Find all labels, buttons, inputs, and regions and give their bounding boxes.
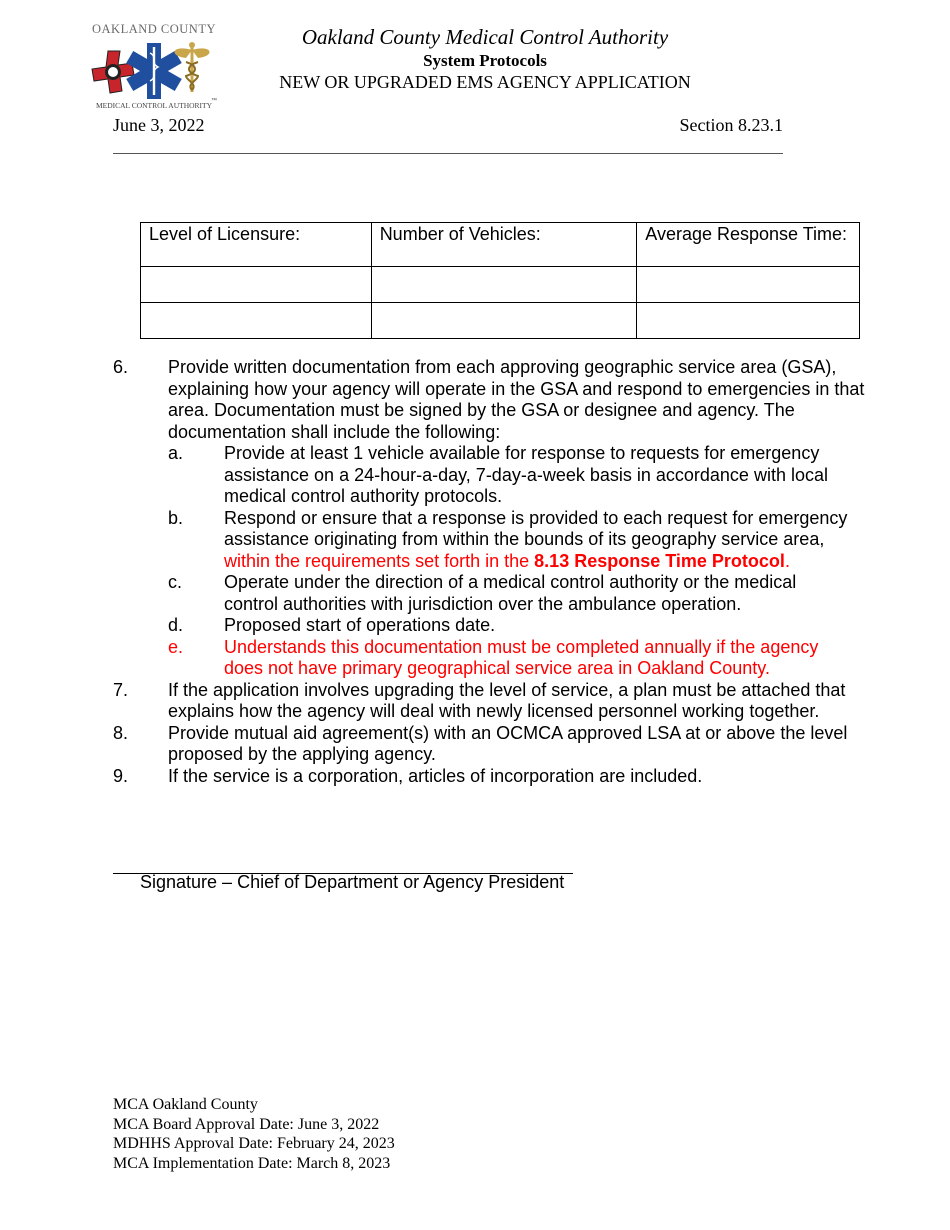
table-cell[interactable] [141, 303, 372, 339]
sub-item-text: Operate under the direction of a medical control authority or the medical control authorities with jurisdiction over the ambulance operation. [224, 572, 797, 614]
table-header-licensure: Level of Licensure: [141, 223, 372, 267]
table-cell[interactable] [141, 267, 372, 303]
list-item-7 [0, 680, 868, 723]
header-date: June 3, 2022 [113, 115, 205, 135]
list-item-text: If the application involves upgrading the level of service, a plan must be attached that explains how the agency will deal with newly licensed personnel working together. [168, 679, 846, 721]
footer-org: MCA Oakland County [113, 1096, 258, 1113]
sub-item-c [0, 572, 854, 615]
list-item-9 [0, 766, 868, 788]
sub-item-revision-text: within the requirements set forth in the [224, 550, 535, 571]
licensure-table [140, 222, 860, 339]
list-item-text: If the service is a corporation, articles of incorporation are included. [168, 765, 703, 786]
header-rule [113, 153, 783, 154]
table-row [141, 303, 860, 339]
sub-letter: a. [168, 443, 184, 463]
signature-label: Signature – Chief of Department or Agency President [140, 872, 565, 892]
table-header-row [141, 223, 860, 267]
table-header-response-time: Average Response Time: [637, 223, 860, 267]
document-title: NEW OR UPGRADED EMS AGENCY APPLICATION [279, 72, 691, 92]
list-number: 8. [113, 722, 129, 743]
table-cell[interactable] [371, 303, 637, 339]
footer-board-approval: MCA Board Approval Date: June 3, 2022 [113, 1115, 380, 1133]
fire-cross-icon [92, 51, 134, 93]
list-number: 7. [113, 679, 129, 700]
sub-letter: b. [168, 507, 184, 528]
table-row [141, 267, 860, 303]
list-item-text: Provide mutual aid agreement(s) with an OCMCA approved LSA at or above the level proposed by the applying agency. [168, 722, 848, 764]
table-cell[interactable] [637, 303, 860, 339]
list-item-text: Provide written documentation from each approving geographic service area (GSA), explaining how your agency will operate in the GSA and respond to emergencies in that area. Documentation must be signed by the GSA or designee and agency. The documentation shall include the following: [168, 357, 865, 442]
footer-mdhhs-approval: MDHHS Approval Date: February 24, 2023 [113, 1135, 395, 1153]
sub-item-b [0, 508, 854, 573]
sub-item-d [0, 615, 854, 637]
table-cell[interactable] [371, 267, 637, 303]
requirements-list [0, 357, 950, 787]
logo-bottom-text: MEDICAL CONTROL AUTHORITY [95, 101, 213, 110]
section-number: Section 8.23.1 [679, 115, 783, 135]
table-header-vehicles: Number of Vehicles: [371, 223, 637, 267]
logo-top-text: OAKLAND COUNTY [91, 22, 217, 36]
sub-item-text: Understands this documentation must be completed annually if the agency does not have primary geographical service area in Oakland County. [224, 636, 819, 678]
list-number: 9. [113, 765, 129, 786]
list-item-8 [0, 723, 868, 766]
sub-item-text: Proposed start of operations date. [224, 615, 496, 635]
sub-letter: d. [168, 615, 184, 635]
footer [113, 1095, 395, 1173]
sub-item-e [0, 637, 854, 680]
table-cell[interactable] [637, 267, 860, 303]
logo-tm: ™ [211, 98, 217, 104]
system-protocols-label: System Protocols [423, 51, 547, 70]
list-item-6 [0, 357, 868, 443]
org-title: Oakland County Medical Control Authority [301, 25, 669, 49]
sub-letter: c. [168, 572, 183, 592]
sub-letter: e. [168, 636, 184, 657]
list-number: 6. [113, 357, 129, 377]
footer-implementation-date: MCA Implementation Date: March 8, 2023 [113, 1154, 391, 1172]
sub-item-text: Respond or ensure that a response is provided to each request for emergency assistance originating from within the bounds of its geography service area, [224, 507, 848, 549]
sub-item-text: Provide at least 1 vehicle available for response to requests for emergency assistance on a 24-hour-a-day, 7-day-a-week basis in accordance with local medical control authority protocols. [224, 443, 828, 506]
sub-item-a [0, 443, 854, 508]
response-time-protocol-ref: 8.13 Response Time Protocol [534, 550, 785, 571]
sub-item-revision-end: . [784, 550, 790, 571]
